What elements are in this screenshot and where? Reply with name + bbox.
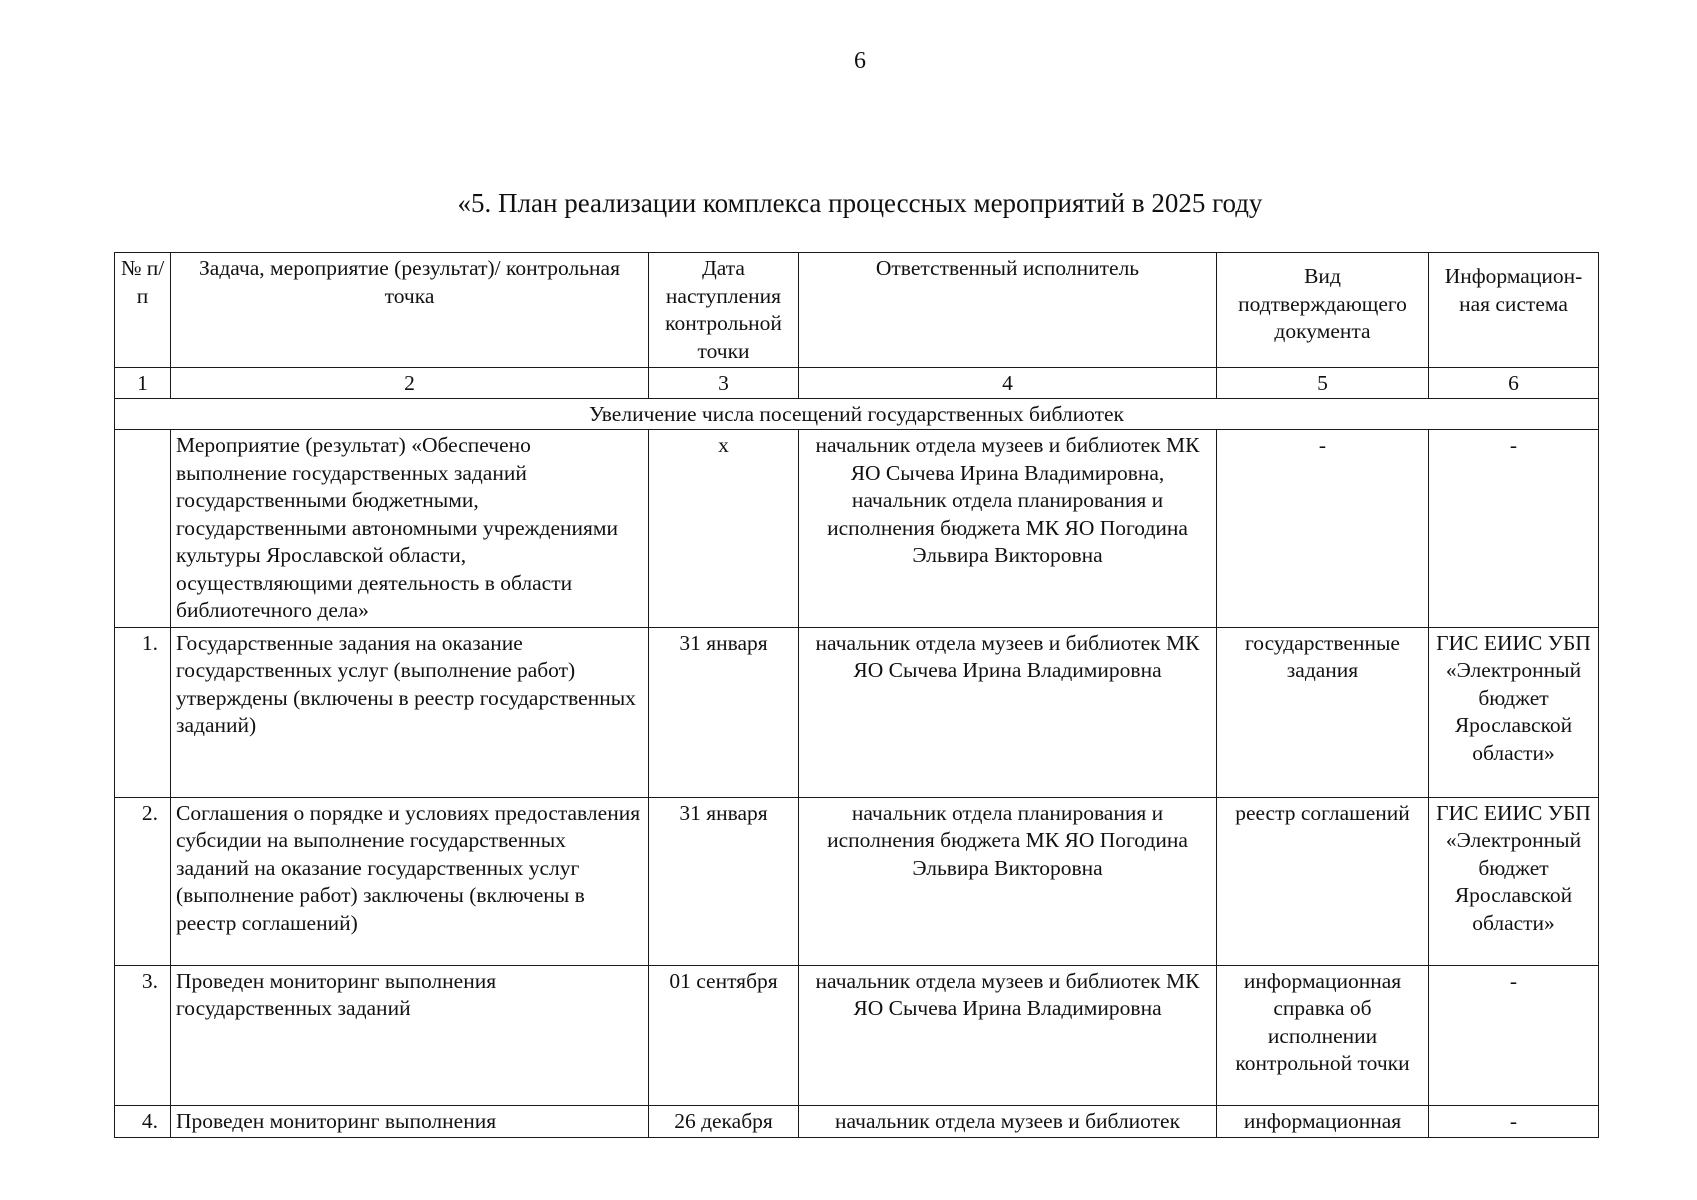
header-system: Информацион-ная система <box>1429 253 1599 368</box>
row-system: - <box>1429 1105 1599 1138</box>
plan-table <box>114 252 1599 1138</box>
row-date: 31 января <box>649 797 799 965</box>
row-task: Мероприятие (результат) «Обеспечено выполнение государственных заданий государственными бюджетными, государственными автономными учреждениями культуры Ярославской области, осуществляющими деятельность в области библиотечного дела» <box>171 430 649 628</box>
row-executor: начальник отдела музеев и библиотек МК ЯО Сычева Ирина Владимировна, начальник отдела планирования и исполнения бюджета МК ЯО Погодина Эльвира Викторовна <box>799 430 1217 628</box>
row-task: Проведен мониторинг выполнения государственных заданий <box>171 965 649 1105</box>
row-date: 26 декабря <box>649 1105 799 1138</box>
column-number: 3 <box>649 368 799 399</box>
row-system: ГИС ЕИИС УБП «Электронный бюджет Ярославской области» <box>1429 797 1599 965</box>
row-number <box>115 430 171 628</box>
row-document: государственные задания <box>1217 627 1429 797</box>
row-document: реестр соглашений <box>1217 797 1429 965</box>
table-row <box>115 430 1599 628</box>
row-document: информационная <box>1217 1105 1429 1138</box>
column-number: 6 <box>1429 368 1599 399</box>
row-task: Соглашения о порядке и условиях предоставления субсидии на выполнение государственных заданий на оказание государственных услуг (выполнение работ) заключены (включены в реестр соглашений) <box>171 797 649 965</box>
row-system: - <box>1429 430 1599 628</box>
section-row <box>115 399 1599 430</box>
column-number: 1 <box>115 368 171 399</box>
row-document: - <box>1217 430 1429 628</box>
row-task: Проведен мониторинг выполнения <box>171 1105 649 1138</box>
row-number: 4. <box>115 1105 171 1138</box>
header-number: № п/п <box>115 253 171 368</box>
row-executor: начальник отдела музеев и библиотек МК ЯО Сычева Ирина Владимировна <box>799 965 1217 1105</box>
page-number: 6 <box>854 48 866 74</box>
section-title: Увеличение числа посещений государственных библиотек <box>115 399 1599 430</box>
row-number: 3. <box>115 965 171 1105</box>
row-executor: начальник отдела музеев и библиотек <box>799 1105 1217 1138</box>
row-executor: начальник отдела планирования и исполнения бюджета МК ЯО Погодина Эльвира Викторовна <box>799 797 1217 965</box>
row-task: Государственные задания на оказание государственных услуг (выполнение работ) утверждены (включены в реестр государственных заданий) <box>171 627 649 797</box>
document-title: «5. План реализации комплекса процессных мероприятий в 2025 году <box>457 188 1263 218</box>
header-executor: Ответственный исполнитель <box>799 253 1217 368</box>
row-date: 01 сентября <box>649 965 799 1105</box>
row-system: ГИС ЕИИС УБП «Электронный бюджет Ярославской области» <box>1429 627 1599 797</box>
table-header-row <box>115 253 1599 368</box>
table-row <box>115 1105 1599 1138</box>
table-row <box>115 797 1599 965</box>
row-document: информационная справка об исполнении контрольной точки <box>1217 965 1429 1105</box>
row-executor: начальник отдела музеев и библиотек МК ЯО Сычева Ирина Владимировна <box>799 627 1217 797</box>
column-number-row <box>115 368 1599 399</box>
row-number: 1. <box>115 627 171 797</box>
column-number: 4 <box>799 368 1217 399</box>
table-row <box>115 627 1599 797</box>
row-date: 31 января <box>649 627 799 797</box>
column-number: 5 <box>1217 368 1429 399</box>
header-date: Дата наступления контрольной точки <box>649 253 799 368</box>
header-document: Вид подтверждающего документа <box>1217 253 1429 368</box>
table-row <box>115 965 1599 1105</box>
row-system: - <box>1429 965 1599 1105</box>
row-number: 2. <box>115 797 171 965</box>
row-date: х <box>649 430 799 628</box>
column-number: 2 <box>171 368 649 399</box>
header-task: Задача, мероприятие (результат)/ контрольная точка <box>171 253 649 368</box>
